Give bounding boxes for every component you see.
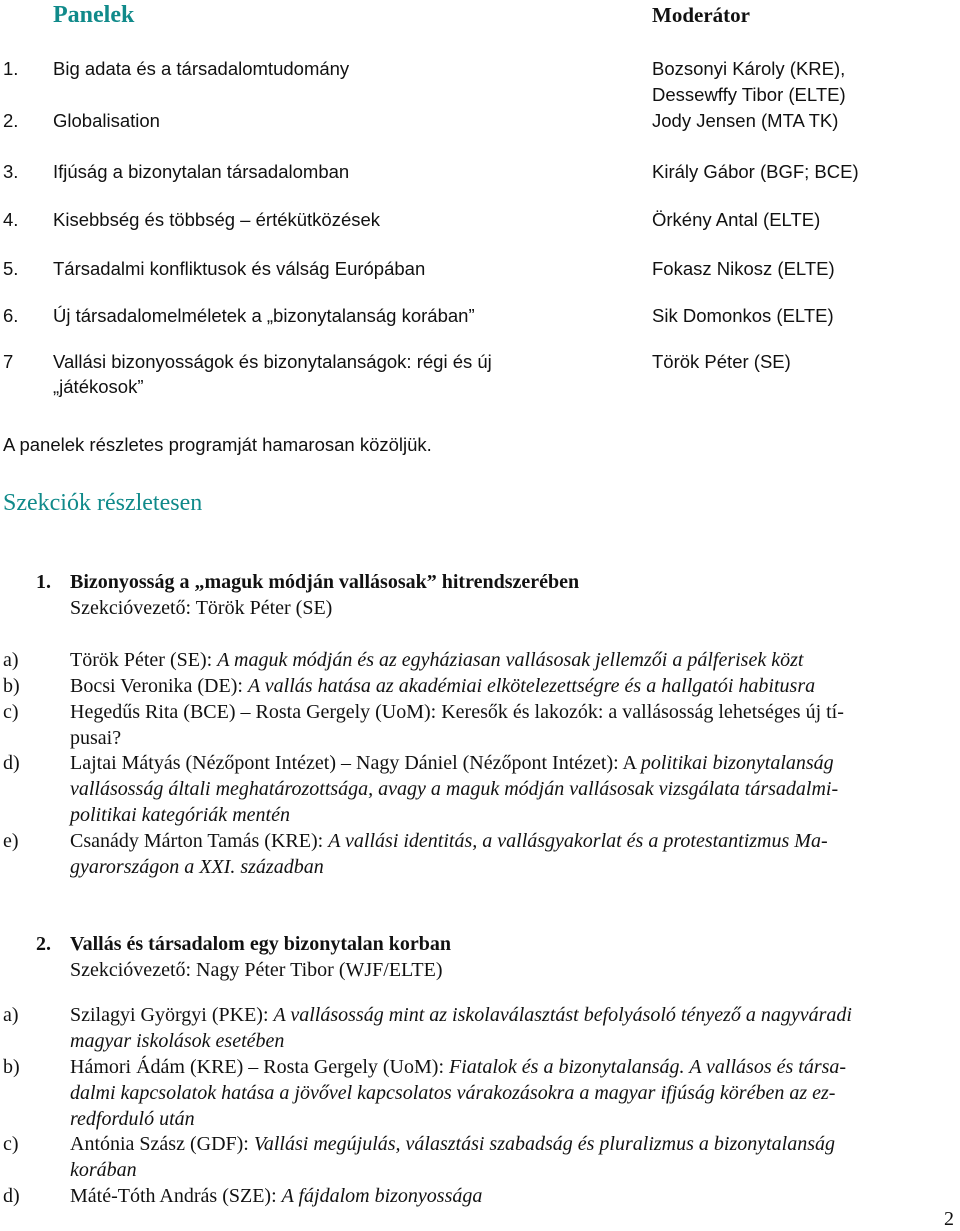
section-title: Bizonyosság a „maguk módján vallásosak” hitrendszerében <box>70 571 580 593</box>
page-number: 2 <box>944 1208 954 1230</box>
presentation-item <box>70 830 828 853</box>
section-number: 1. <box>36 571 51 593</box>
presentation-title: politikai bizonytalanság <box>640 752 834 774</box>
presentation-title: Vallási megújulás, választási szabadság és pluralizmus a bizonytalanság <box>253 1133 836 1155</box>
presentation-item: Hegedűs Rita (BCE) – Rosta Gergely (UoM): Keresők és lakozók: a vallásosság lehetséges új tí- <box>70 701 844 723</box>
item-label: a) <box>3 1004 19 1026</box>
section-title: Vallás és társadalom egy bizonytalan korban <box>70 933 451 955</box>
panel-moderator: Török Péter (SE) <box>652 351 791 372</box>
presentation-author: Máté-Tóth András (SZE): <box>70 1185 282 1207</box>
panel-moderator: Fokasz Nikosz (ELTE) <box>652 258 835 279</box>
item-label: d) <box>3 1185 20 1207</box>
item-label: e) <box>3 830 19 852</box>
item-label: d) <box>3 752 20 774</box>
presentation-item <box>70 1185 482 1208</box>
panel-moderator: Király Gábor (BGF; BCE) <box>652 161 859 182</box>
panel-title: Társadalmi konfliktusok és válság Európában <box>53 258 426 279</box>
presentation-author: Antónia Szász (GDF): <box>70 1133 254 1155</box>
sections-heading: Szekciók részletesen <box>3 490 203 516</box>
panels-note: A panelek részletes programját hamarosan közöljük. <box>3 434 432 455</box>
presentation-author: Szilagyi Györgyi (PKE): <box>70 1004 274 1026</box>
presentation-item-cont: politikai kategóriák mentén <box>70 804 290 826</box>
panel-moderator: Bozsonyi Károly (KRE), <box>652 58 846 79</box>
section-leader: Szekcióvezető: Török Péter (SE) <box>70 597 333 619</box>
panel-title: Vallási bizonyosságok és bizonytalanságok: régi és új <box>53 351 492 372</box>
presentation-title: Fiatalok és a bizonytalanság. A vallásos és társa- <box>449 1056 847 1078</box>
panel-number: 4. <box>3 209 19 230</box>
presentation-author: Lajtai Mátyás (Nézőpont Intézet) – Nagy Dániel (Nézőpont Intézet): A <box>70 752 641 774</box>
panel-moderator: Jody Jensen (MTA TK) <box>652 110 839 131</box>
panel-moderator: Örkény Antal (ELTE) <box>652 209 821 230</box>
panel-number: 6. <box>3 305 19 326</box>
presentation-item-cont: vallásosság általi meghatározottsága, avagy a maguk módján vallásosak vizsgálata társadalmi- <box>70 778 839 800</box>
presentation-title: A vallási identitás, a vallásgyakorlat és a protestantizmus Ma- <box>328 830 828 852</box>
item-label: a) <box>3 649 19 671</box>
item-label: c) <box>3 1133 19 1155</box>
presentation-item <box>70 1004 852 1027</box>
presentation-item-cont: pusai? <box>70 727 122 749</box>
presentation-author: Csanády Márton Tamás (KRE): <box>70 830 329 852</box>
presentation-item-cont: redforduló után <box>70 1108 195 1130</box>
presentation-title: A fájdalom bizonyossága <box>281 1185 483 1207</box>
panel-title: Globalisation <box>53 110 160 131</box>
presentation-title: A vallásosság mint az iskolaválasztást befolyásoló tényező a nagyváradi <box>273 1004 852 1026</box>
panel-moderator: Sik Domonkos (ELTE) <box>652 305 834 326</box>
item-label: c) <box>3 701 19 723</box>
item-label: b) <box>3 1056 20 1078</box>
presentation-title: A maguk módján és az egyháziasan vallásosak jellemzői a pálferisek közt <box>217 649 804 671</box>
presentation-item <box>70 1056 846 1079</box>
panel-moderator-2: Dessewffy Tibor (ELTE) <box>652 84 846 105</box>
panel-title: Kisebbség és többség – értékütközések <box>53 209 381 230</box>
presentation-item <box>70 1133 835 1156</box>
section-number: 2. <box>36 933 51 955</box>
presentation-item <box>70 752 834 775</box>
presentation-author: Hámori Ádám (KRE) – Rosta Gergely (UoM): <box>70 1056 450 1078</box>
presentation-item-cont: korában <box>70 1159 137 1181</box>
presentation-item <box>70 649 803 672</box>
presentation-item-cont: magyar iskolások esetében <box>70 1030 285 1052</box>
panels-heading: Panelek <box>53 2 135 28</box>
section-leader: Szekcióvezető: Nagy Péter Tibor (WJF/ELTE) <box>70 959 443 981</box>
presentation-title: A vallás hatása az akadémiai elkötelezettségre és a hallgatói habitusra <box>247 675 816 697</box>
moderator-heading: Moderátor <box>652 3 750 27</box>
presentation-item-cont: gyarországon a XXI. században <box>70 856 324 878</box>
panel-title: Új társadalomelméletek a „bizonytalanság korában” <box>53 305 475 326</box>
presentation-author: Bocsi Veronika (DE): <box>70 675 248 697</box>
panel-title: Ifjúság a bizonytalan társadalomban <box>53 161 350 182</box>
presentation-author: Török Péter (SE): <box>70 649 218 671</box>
panel-number: 3. <box>3 161 19 182</box>
panel-title: Big adata és a társadalomtudomány <box>53 58 350 79</box>
item-label: b) <box>3 675 20 697</box>
panel-number: 2. <box>3 110 19 131</box>
panel-number: 5. <box>3 258 19 279</box>
panel-title-2: „játékosok” <box>53 376 144 397</box>
panel-number: 7 <box>3 351 14 372</box>
presentation-item-cont: dalmi kapcsolatok hatása a jövővel kapcsolatos várakozásokra a magyar ifjúság körében az ez- <box>70 1082 836 1104</box>
panel-number: 1. <box>3 58 19 79</box>
presentation-item <box>70 675 815 698</box>
